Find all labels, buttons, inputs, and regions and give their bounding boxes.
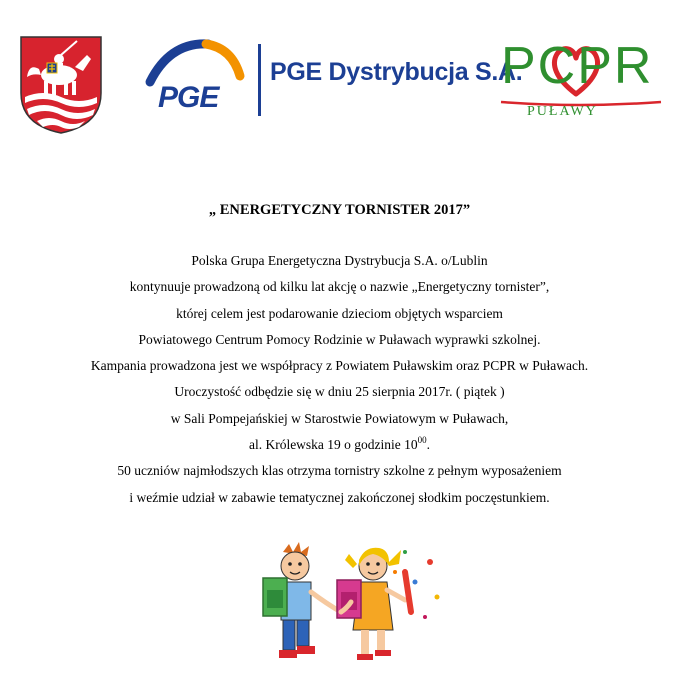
logo-row xyxy=(0,30,679,140)
pcpr-letters: PCPR xyxy=(501,37,654,95)
announcement-title: „ ENERGETYCZNY TORNISTER 2017” xyxy=(208,202,471,218)
pge-logo xyxy=(140,36,523,126)
body-line: Uroczystość odbędzie się w dniu 25 sierpnia 2017r. ( piątek ) xyxy=(174,384,505,400)
body-line: Kampania prowadzona jest we współpracy z Powiatem Puławskim oraz PCPR w Puławach. xyxy=(90,358,589,374)
children-illustration xyxy=(255,542,445,682)
girl-figure xyxy=(337,548,411,660)
body-line: i weźmie udział w zabawie tematycznej zakończonej słodkim poczęstunkiem. xyxy=(129,489,550,505)
boy-figure xyxy=(263,542,341,658)
body-line: której celem jest podarowanie dzieciom objętych wsparciem xyxy=(176,305,503,321)
time-minutes: 00 xyxy=(417,435,427,446)
pcpr-logo xyxy=(497,37,667,125)
confetti xyxy=(393,550,440,619)
pge-divider xyxy=(258,44,261,116)
pge-letters: PGE xyxy=(158,81,219,114)
time-text: al. Królewska 19 o godzinie 10 xyxy=(248,437,418,453)
body-line: kontynuuje prowadzoną od kilku lat akcję o nazwie „Energetyczny tornister”, xyxy=(129,279,550,295)
announcement-body xyxy=(0,248,679,511)
body-line: Polska Grupa Energetyczna Dystrybucja S.A. o/Lublin xyxy=(191,253,488,268)
body-line: w Sali Pompejańskiej w Starostwie Powiatowym w Puławach, xyxy=(170,410,509,426)
body-line-time xyxy=(0,432,679,458)
pge-company-name: PGE Dystrybucja S.A. xyxy=(270,58,523,86)
time-period: . xyxy=(426,437,431,453)
body-line: 50 uczniów najmłodszych klas otrzyma tornistry szkolne z pełnym wyposażeniem xyxy=(117,463,562,479)
coat-of-arms-icon xyxy=(17,33,105,135)
body-line: Powiatowego Centrum Pomocy Rodzinie w Puławach wyprawki szkolnej. xyxy=(138,331,541,347)
pcpr-city: PUŁAWY xyxy=(527,104,598,119)
